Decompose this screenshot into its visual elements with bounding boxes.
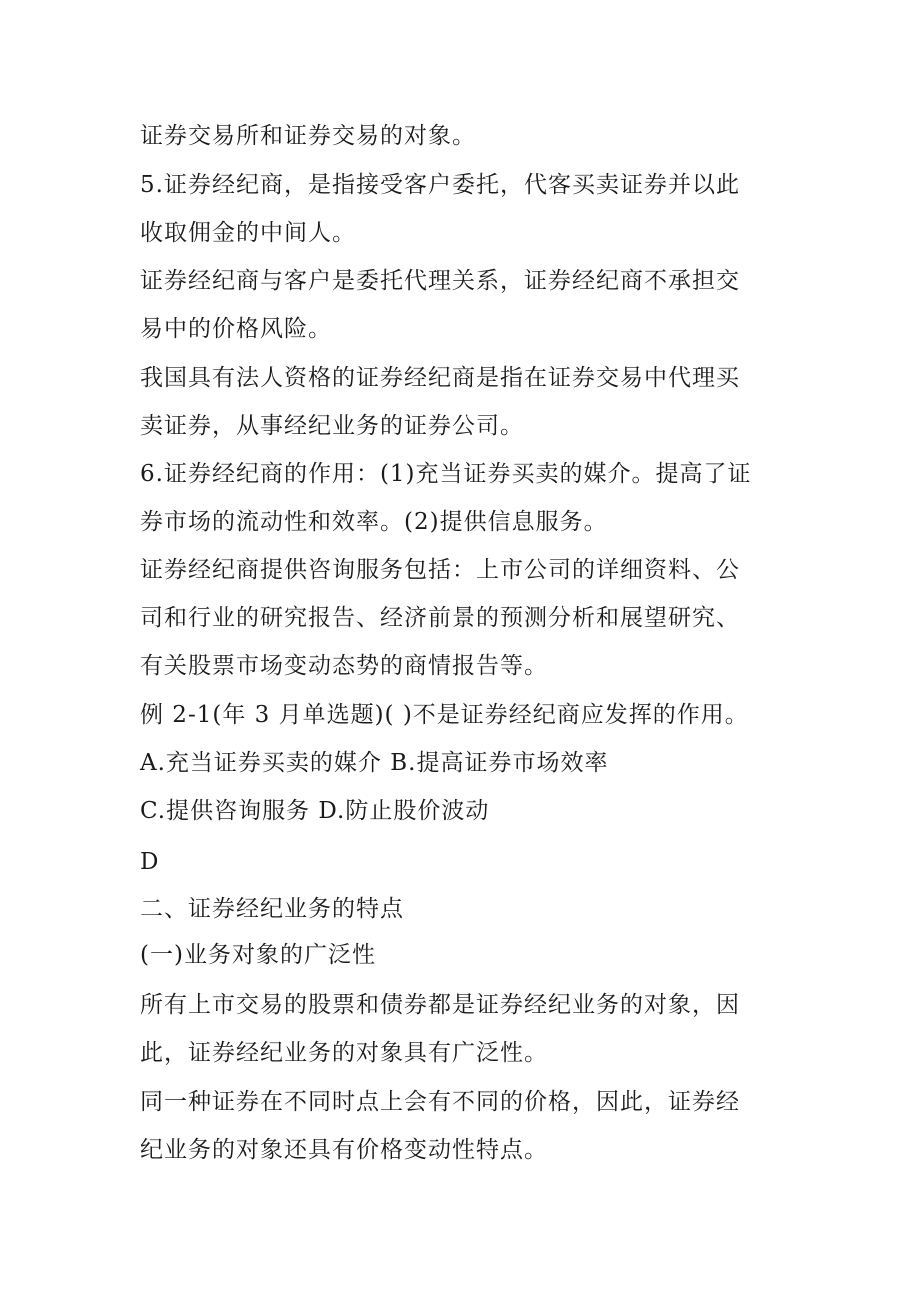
text-line: 证券交易所和证券交易的对象。 [140, 123, 476, 149]
text-line: 有关股票市场变动态势的商情报告等。 [140, 653, 548, 679]
text-line: 6.证券经纪商的作用：(1)充当证券买卖的媒介。提高了证 [140, 461, 752, 487]
text-line: D [140, 849, 160, 875]
text-line: 我国具有法人资格的证券经纪商是指在证券交易中代理买 [140, 365, 740, 391]
text-line: C.提供咨询服务 D.防止股价波动 [140, 798, 490, 824]
text-line: 收取佣金的中间人。 [140, 220, 356, 246]
subsection-heading: (一)业务对象的广泛性 [140, 942, 376, 968]
text-line: 纪业务的对象还具有价格变动性特点。 [140, 1137, 548, 1163]
section-heading: 二、证券经纪业务的特点 [140, 896, 404, 922]
text-line: 5.证券经纪商，是指接受客户委托，代客买卖证券并以此 [140, 172, 740, 198]
text-line: 同一种证券在不同时点上会有不同的价格，因此，证券经 [140, 1089, 740, 1115]
text-line: 易中的价格风险。 [140, 316, 332, 342]
text-line: 卖证券，从事经纪业务的证券公司。 [140, 413, 524, 439]
text-line: 例 2-1(年 3 月单选题)( )不是证券经纪商应发挥的作用。 [140, 702, 749, 728]
text-line: 司和行业的研究报告、经济前景的预测分析和展望研究、 [140, 605, 740, 631]
text-line: 此，证券经纪业务的对象具有广泛性。 [140, 1040, 548, 1066]
text-line: 证券经纪商与客户是委托代理关系，证券经纪商不承担交 [140, 268, 740, 294]
text-line: A.充当证券买卖的媒介 B.提高证券市场效率 [140, 750, 609, 776]
text-line: 券市场的流动性和效率。(2)提供信息服务。 [140, 509, 608, 535]
text-line: 所有上市交易的股票和债券都是证券经纪业务的对象，因 [140, 992, 740, 1018]
text-line: 证券经纪商提供咨询服务包括：上市公司的详细资料、公 [140, 557, 740, 583]
